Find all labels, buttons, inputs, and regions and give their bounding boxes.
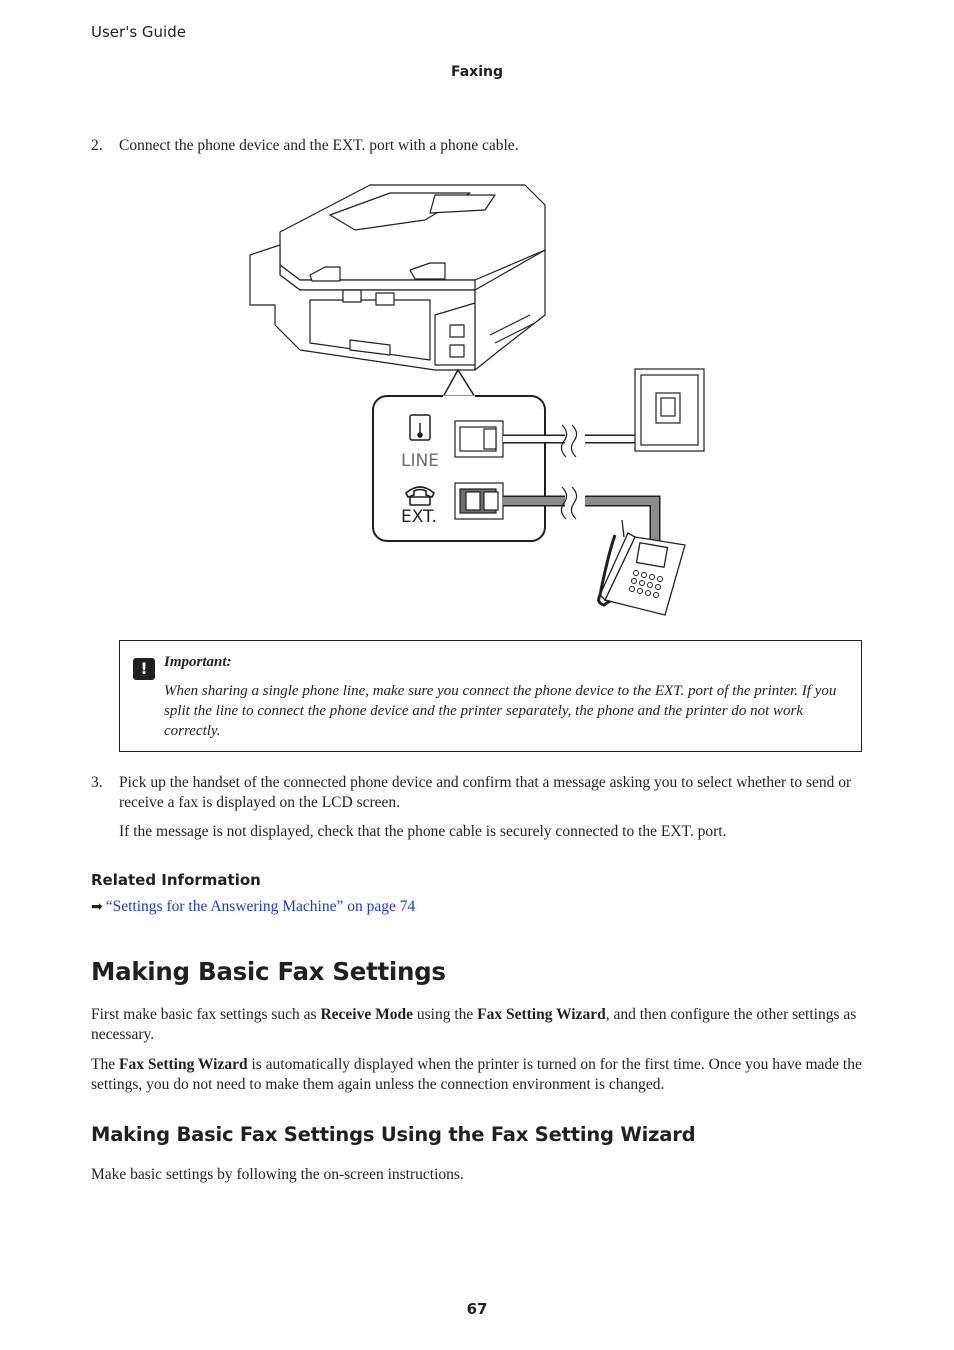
step-3-number: 3.: [91, 774, 103, 791]
p1-text-e: , and then configure the other settings as necessary.: [91, 1006, 857, 1043]
page-number: 67: [466, 1300, 488, 1318]
step-2: [0, 136, 954, 158]
printer-illustration: [250, 185, 545, 370]
connection-diagram: [240, 175, 720, 620]
section-heading: Making Basic Fax Settings: [91, 957, 446, 986]
section-paragraph-1: [91, 1005, 863, 1045]
subsection-paragraph: Make basic settings by following the on-screen instructions.: [91, 1166, 464, 1183]
telephone-illustration: [599, 520, 685, 615]
related-link-text[interactable]: “Settings for the Answering Machine” on page 74: [105, 898, 416, 915]
p1-text-c: using the: [412, 1006, 478, 1023]
p2-text-a: The: [91, 1056, 119, 1073]
p1-text-a: First make basic fax settings such as: [91, 1006, 321, 1023]
warning-icon: !: [133, 658, 155, 680]
related-link-item[interactable]: [91, 898, 415, 916]
line-socket: [455, 421, 503, 457]
important-title: Important:: [164, 654, 232, 670]
step-3-text: Pick up the handset of the connected phone device and confirm that a message asking you to select whether to send or receive a fax is displayed on the LCD screen.: [119, 774, 852, 811]
step-3-note: If the message is not displayed, check that the phone cable is securely connected to the EXT. port.: [119, 823, 727, 840]
arrow-right-icon: ➡: [91, 899, 103, 915]
subsection-heading: Making Basic Fax Settings Using the Fax Setting Wizard: [91, 1123, 696, 1146]
fax-setting-wizard-term: Fax Setting Wizard: [477, 1006, 606, 1023]
related-information-title: Related Information: [91, 871, 261, 889]
wall-jack: [635, 369, 704, 451]
line-port-label: LINE: [401, 451, 439, 471]
receive-mode-term: Receive Mode: [320, 1006, 413, 1023]
callout-pointer: [443, 370, 475, 397]
step-2-text: Connect the phone device and the EXT. port with a phone cable.: [119, 137, 519, 154]
important-text: When sharing a single phone line, make sure you connect the phone device to the EXT. port of the printer. If you split the line to connect the phone device and the printer separately, the phone and the printer do not work correctly.: [164, 683, 837, 739]
ext-socket: [455, 483, 503, 519]
running-header-section: Faxing: [450, 64, 503, 80]
section-paragraph-2: [91, 1055, 863, 1095]
important-notice: [119, 640, 862, 752]
ext-port-label: EXT.: [401, 507, 437, 527]
step-3: [0, 773, 954, 843]
running-header-guide: User's Guide: [91, 23, 186, 41]
p2-text-c: is automatically displayed when the printer is turned on for the first time. Once you have made the settings, you do not need to make them again unless the connection environment is changed.: [91, 1056, 862, 1093]
fax-setting-wizard-term: Fax Setting Wizard: [118, 1056, 248, 1073]
step-2-number: 2.: [91, 137, 103, 154]
